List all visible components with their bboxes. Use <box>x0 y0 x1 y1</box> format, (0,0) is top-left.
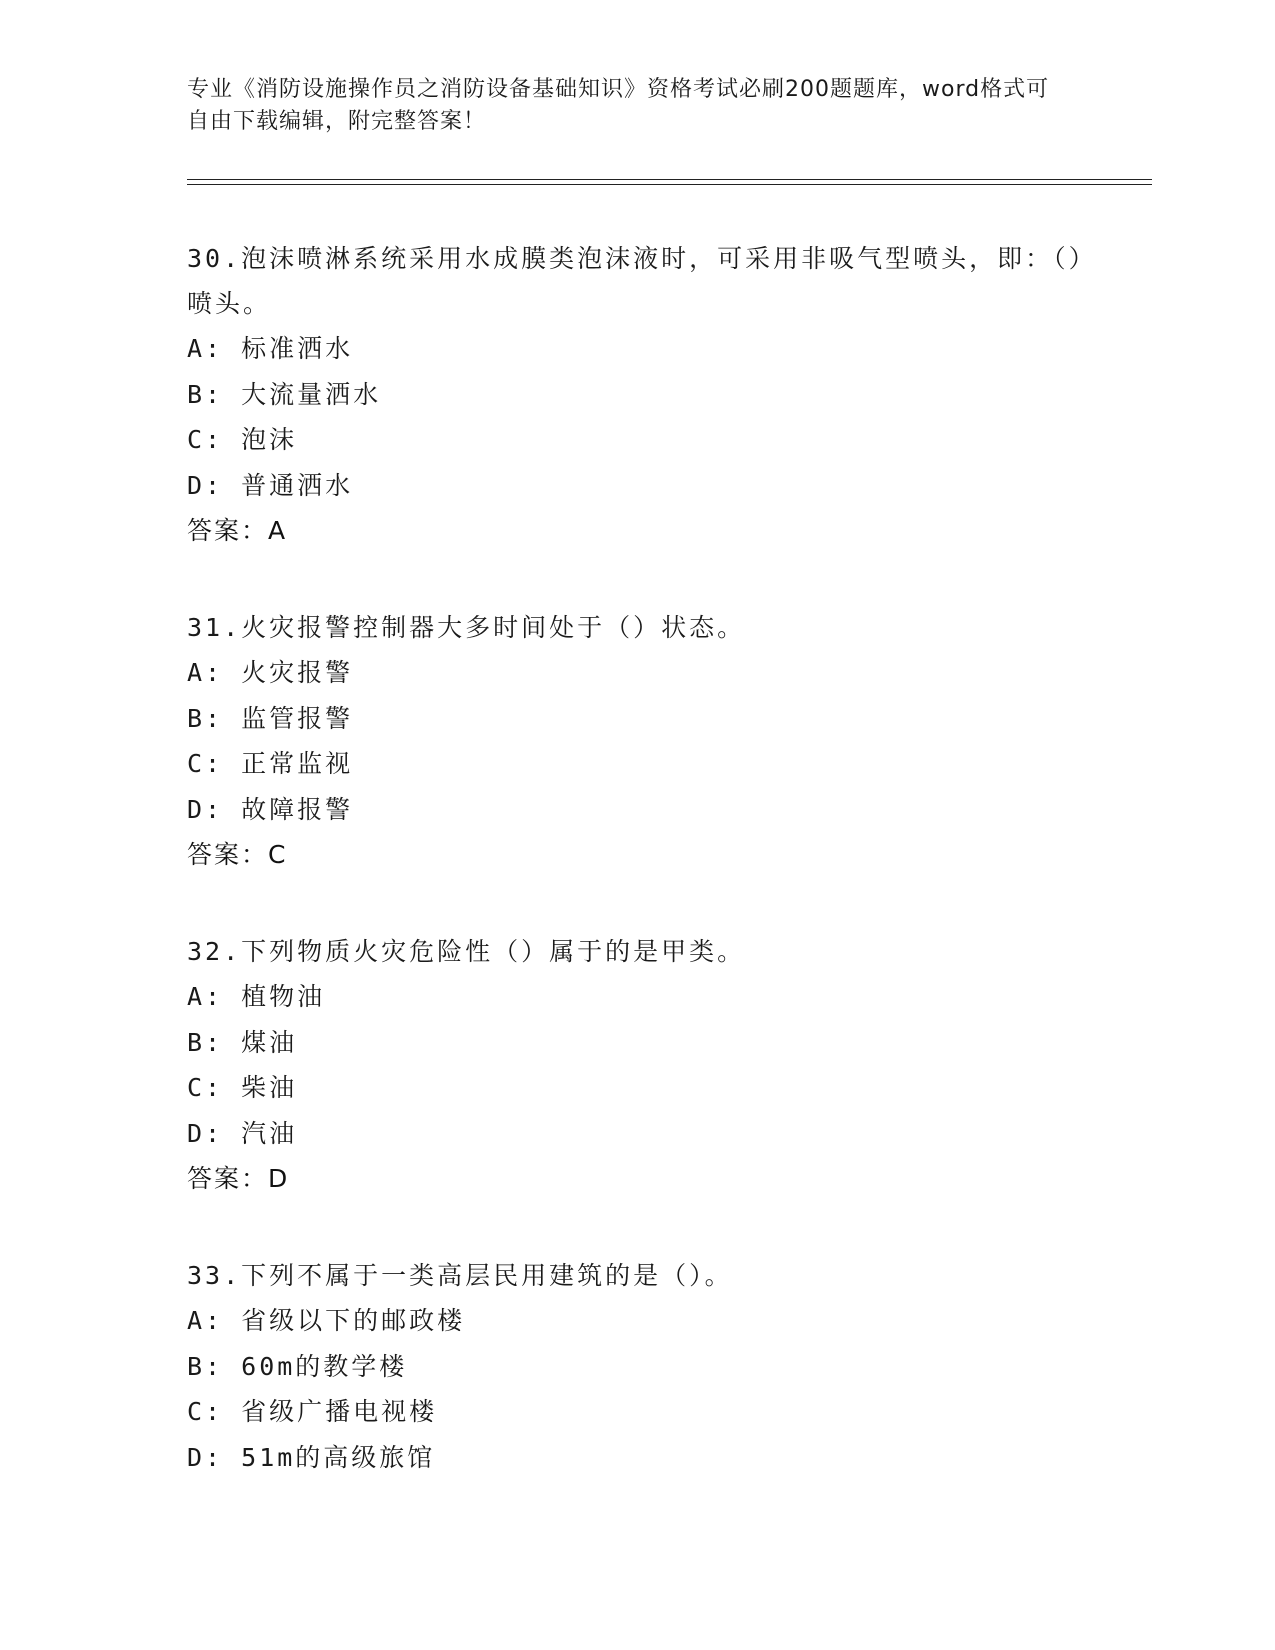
option-c: C: 正常监视 <box>187 749 354 778</box>
document-header: 专业《消防设施操作员之消防设备基础知识》资格考试必刷200题题库，word格式可自由下载编辑，附完整答案！ <box>187 77 1050 134</box>
option-d: D: 普通洒水 <box>187 470 354 500</box>
question-stem: 31.火灾报警控制器大多时间处于（）状态。 <box>187 613 746 642</box>
header-divider-top <box>187 179 1152 180</box>
option-a: A: 火灾报警 <box>187 658 354 687</box>
option-b: B: 60m的教学楼 <box>187 1351 408 1381</box>
option-b: B: 大流量洒水 <box>187 379 382 409</box>
question-stem: 30.泡沫喷淋系统采用水成膜类泡沫液时，可采用非吸气型喷头，即：（）喷头。 <box>187 244 1085 318</box>
question-list <box>187 236 1087 1532</box>
question-31 <box>187 605 1087 877</box>
option-a: A: 省级以下的邮政楼 <box>187 1306 466 1335</box>
question-stem: 32.下列物质火灾危险性（）属于的是甲类。 <box>187 937 746 966</box>
answer: 答案：A <box>187 516 288 545</box>
option-d: D: 51m的高级旅馆 <box>187 1442 436 1472</box>
option-b: B: 监管报警 <box>187 703 354 733</box>
answer: 答案：D <box>187 1164 290 1193</box>
question-32 <box>187 929 1087 1201</box>
option-b: B: 煤油 <box>187 1027 298 1057</box>
option-a: A: 植物油 <box>187 982 326 1011</box>
option-c: C: 泡沫 <box>187 425 298 454</box>
question-33 <box>187 1253 1087 1480</box>
option-d: D: 汽油 <box>187 1118 298 1148</box>
answer: 答案：C <box>187 840 288 869</box>
question-stem: 33.下列不属于一类高层民用建筑的是（）。 <box>187 1261 733 1290</box>
option-a: A: 标准洒水 <box>187 334 354 363</box>
option-c: C: 柴油 <box>187 1073 298 1102</box>
header-divider-bottom <box>187 184 1152 185</box>
option-d: D: 故障报警 <box>187 794 354 824</box>
option-c: C: 省级广播电视楼 <box>187 1397 438 1426</box>
question-30 <box>187 236 1087 553</box>
